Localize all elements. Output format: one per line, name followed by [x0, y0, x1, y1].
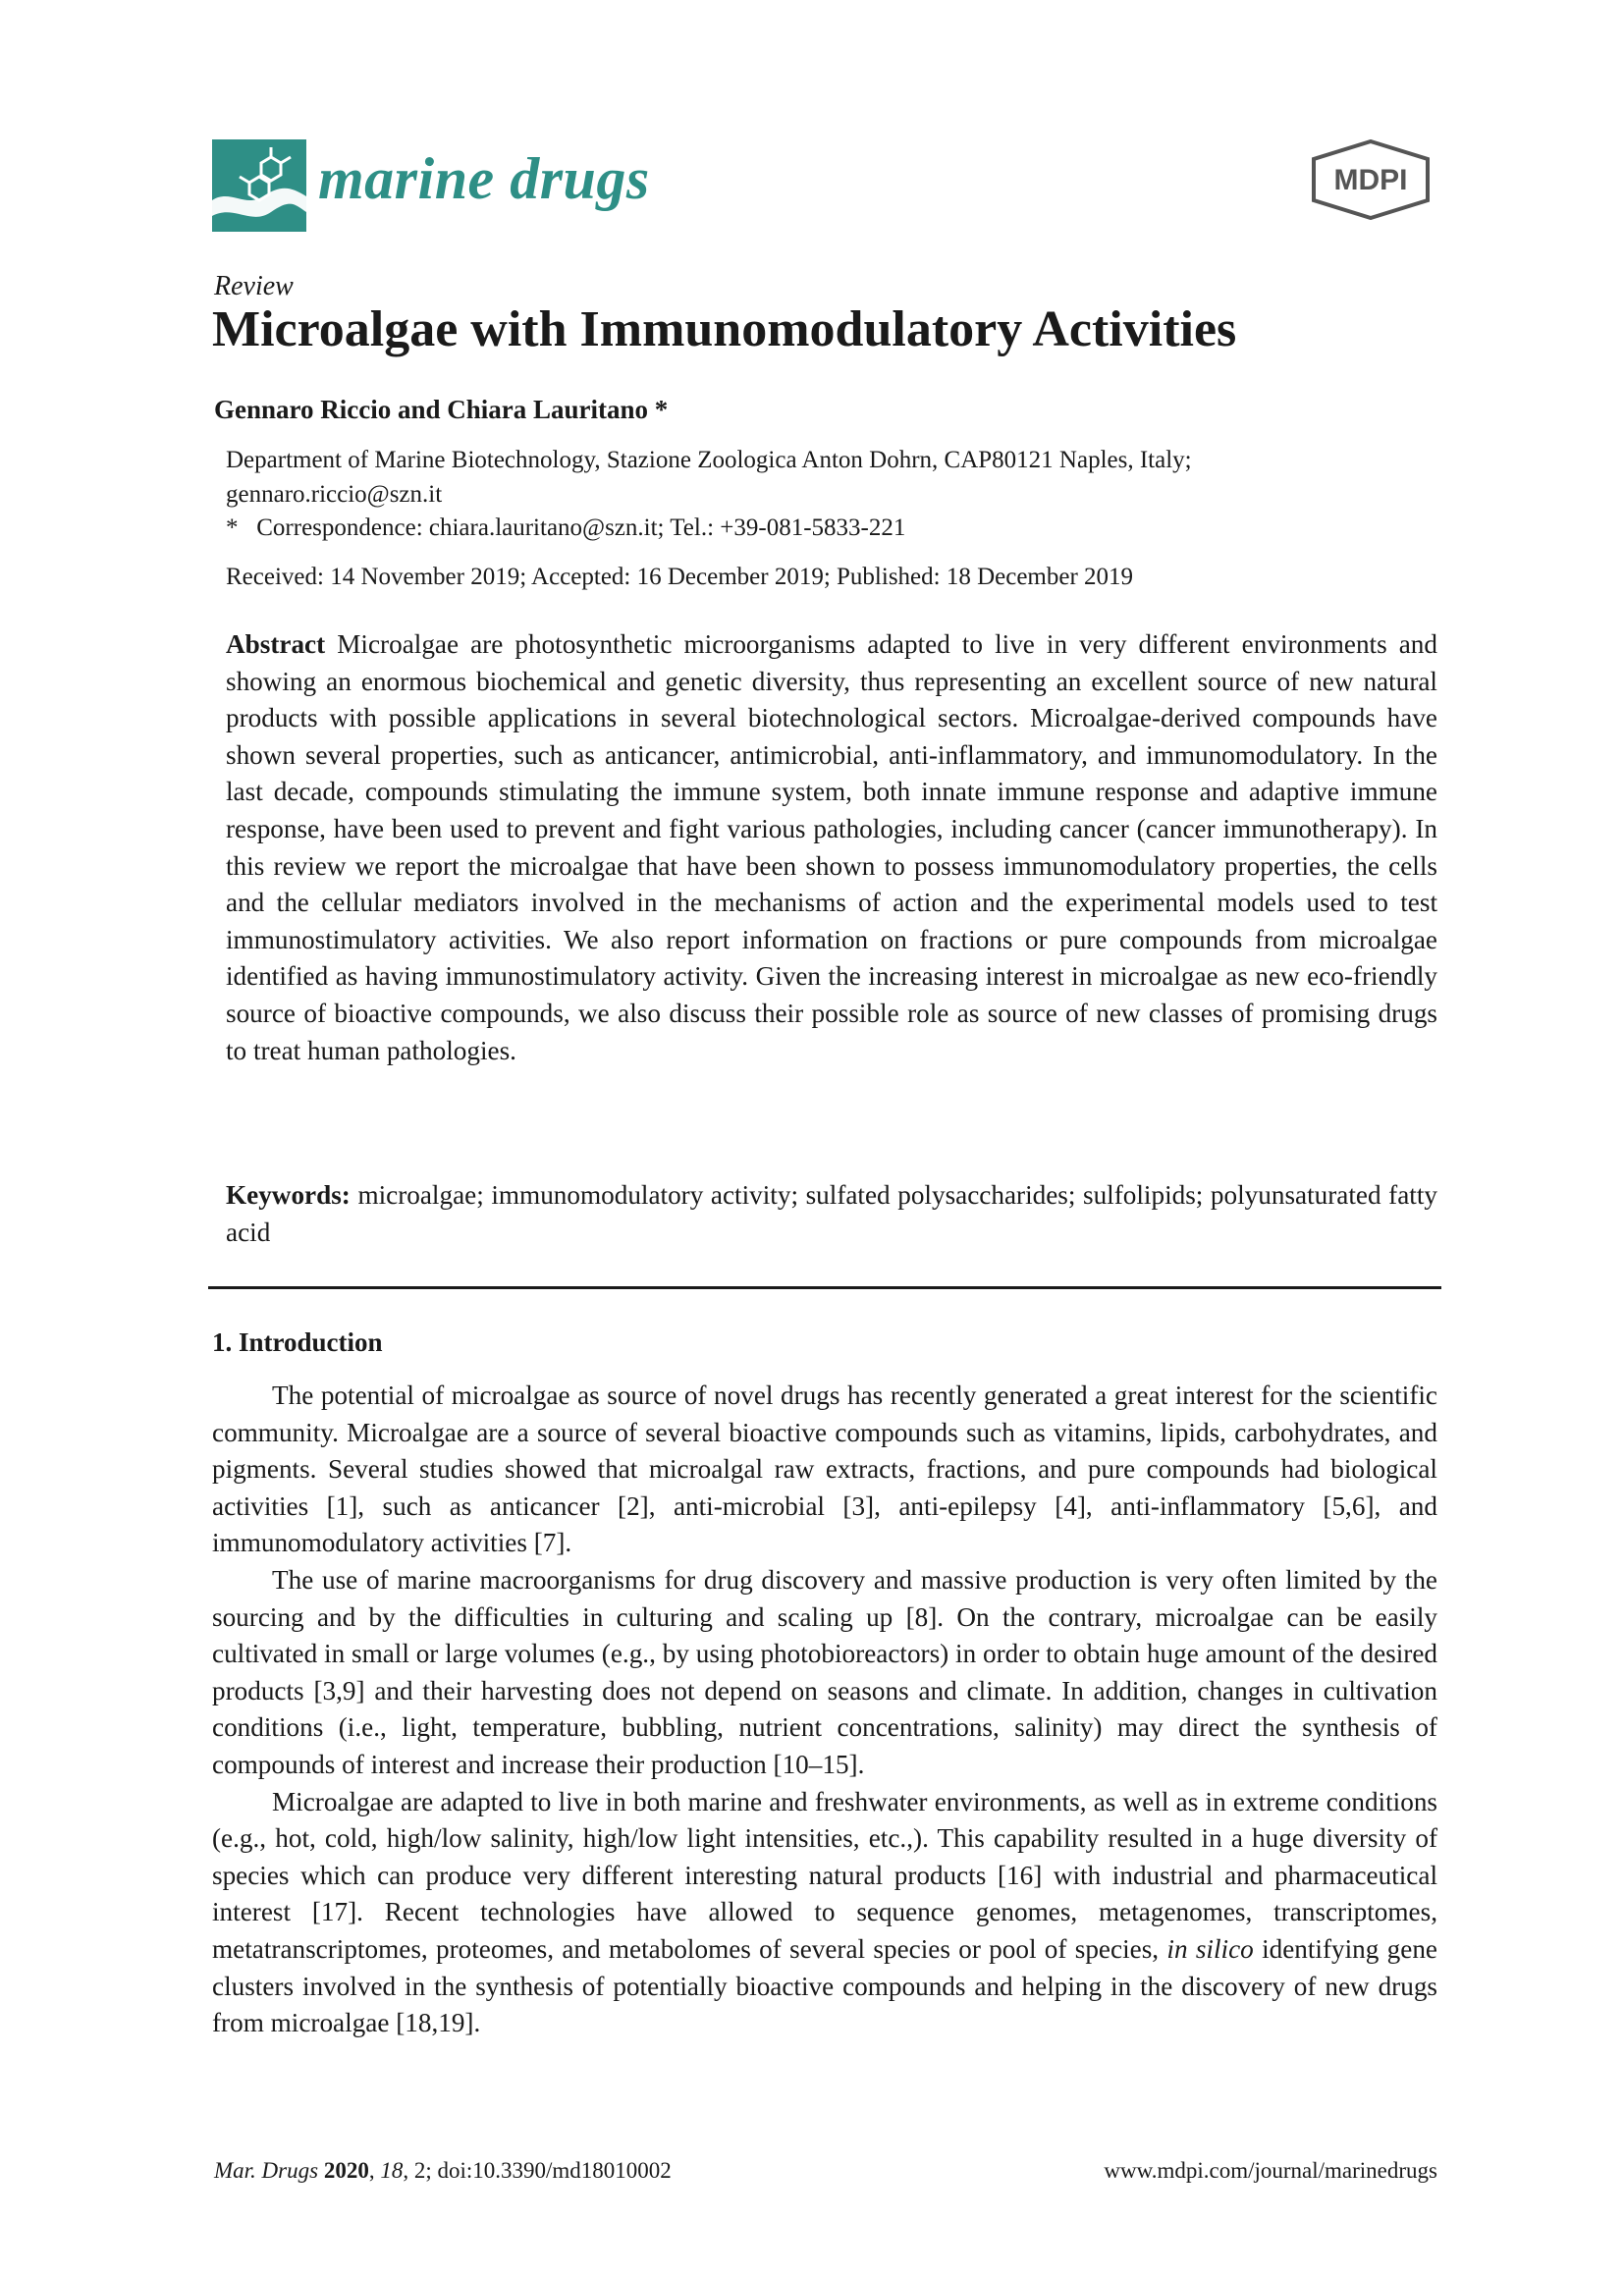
intro-paragraph-3	[212, 1784, 1437, 2042]
footer-citation: Mar. Drugs 2020, 18, 2; doi:10.3390/md18010002	[214, 2158, 672, 2183]
intro-italic-term: in silico	[1166, 1933, 1254, 1964]
section-divider	[208, 1286, 1441, 1289]
article-type: Review	[214, 271, 294, 301]
section-heading: 1. Introduction	[212, 1327, 383, 1357]
abstract	[226, 626, 1437, 1069]
intro-paragraph-2: The use of marine macroorganisms for drug discovery and massive production is very often limited by the sourcing and by the difficulties in culturing and scaling up [8]. On the contrary, microalgae can be easily cultivated in small or large volumes (e.g., by using photobioreactors) in order to obtain huge amount of the desired products [3,9] and their harvesting does not depend on seasons and climate. In addition, changes in cultivation conditions (i.e., light, temperature, bubbling, nutrient concentrations, salinity) may direct the synthesis of compounds of interest and increase their production [10–15].	[212, 1564, 1437, 1779]
keywords	[226, 1177, 1437, 1251]
introduction-body	[212, 1378, 1437, 2042]
publisher-name: MDPI	[1333, 164, 1408, 196]
keywords-label: Keywords:	[226, 1180, 351, 1210]
footer-journal-abbrev: Mar. Drugs	[214, 2158, 319, 2183]
author-email[interactable]: gennaro.riccio@szn.it	[226, 481, 443, 508]
footer-doi: , 2; doi:10.3390/md18010002	[403, 2158, 672, 2183]
footer-volume: 18	[380, 2158, 404, 2183]
intro-paragraph-3-start: Microalgae are adapted to live in both marine and freshwater environments, as well as in extreme conditions (e.g., hot, cold, high/low salinity, high/low light intensities, etc.,). This capability resulted in a huge diversity of species which can produce very different interesting natural products [16] with industrial and pharmaceutical interest [17]. Recent technologies have allowed to sequence genomes, metagenomes, transcriptomes, metatranscriptomes, proteomes, and metabolomes of several species or pool of species,	[212, 1786, 1437, 1964]
footer-year: 2020	[323, 2158, 369, 2183]
article-title: Microalgae with Immunomodulatory Activities	[212, 301, 1237, 357]
keywords-text: microalgae; immunomodulatory activity; sulfated polysaccharides; sulfolipids; polyunsaturated fatty acid	[226, 1180, 1437, 1247]
journal-name: marine drugs	[318, 146, 650, 211]
intro-paragraph-3-end: identifying gene clusters involved in the synthesis of potentially bioactive compounds and helping in the discovery of new drugs from microalgae [18,19].	[212, 1933, 1437, 2038]
footer-url[interactable]: www.mdpi.com/journal/marinedrugs	[1104, 2158, 1437, 2183]
correspondence: * Correspondence: chiara.lauritano@szn.it; Tel.: +39-081-5833-221	[226, 514, 906, 541]
abstract-label: Abstract	[226, 629, 326, 659]
intro-paragraph-1: The potential of microalgae as source of novel drugs has recently generated a great interest for the scientific community. Microalgae are a source of several bioactive compounds such as vitamins, lipids, carbohydrates, and pigments. Several studies showed that microalgal raw extracts, fractions, and pure compounds had biological activities [1], such as anticancer [2], anti-microbial [3], anti-epilepsy [4], anti-inflammatory [5,6], and immunomodulatory activities [7].	[212, 1381, 1437, 1558]
publisher-logo-icon	[1308, 139, 1434, 220]
author-list: Gennaro Riccio and Chiara Lauritano *	[214, 395, 669, 424]
publication-dates: Received: 14 November 2019; Accepted: 16 December 2019; Published: 18 December 2019	[226, 564, 1134, 590]
journal-logo-icon	[212, 139, 306, 232]
affiliation: Department of Marine Biotechnology, Stazione Zoologica Anton Dohrn, CAP80121 Naples, Italy;	[226, 447, 1192, 473]
abstract-text: Microalgae are photosynthetic microorganisms adapted to live in very different environments and showing an enormous biochemical and genetic diversity, thus representing an excellent source of new natural products with possible applications in several biotechnological sectors. Microalgae-derived compounds have shown several properties, such as anticancer, antimicrobial, anti-inflammatory, and immunomodulatory. In the last decade, compounds stimulating the immune system, both innate immune response and adaptive immune response, have been used to prevent and fight various pathologies, including cancer (cancer immunotherapy). In this review we report the microalgae that have been shown to possess immunomodulatory properties, the cells and the cellular mediators involved in the mechanisms of action and the experimental models used to test immunostimulatory activities. We also report information on fractions or pure compounds from microalgae identified as having immunostimulatory activity. Given the increasing interest in microalgae as new eco-friendly source of bioactive compounds, we also discuss their possible role as source of new classes of promising drugs to treat human pathologies.	[226, 629, 1437, 1065]
